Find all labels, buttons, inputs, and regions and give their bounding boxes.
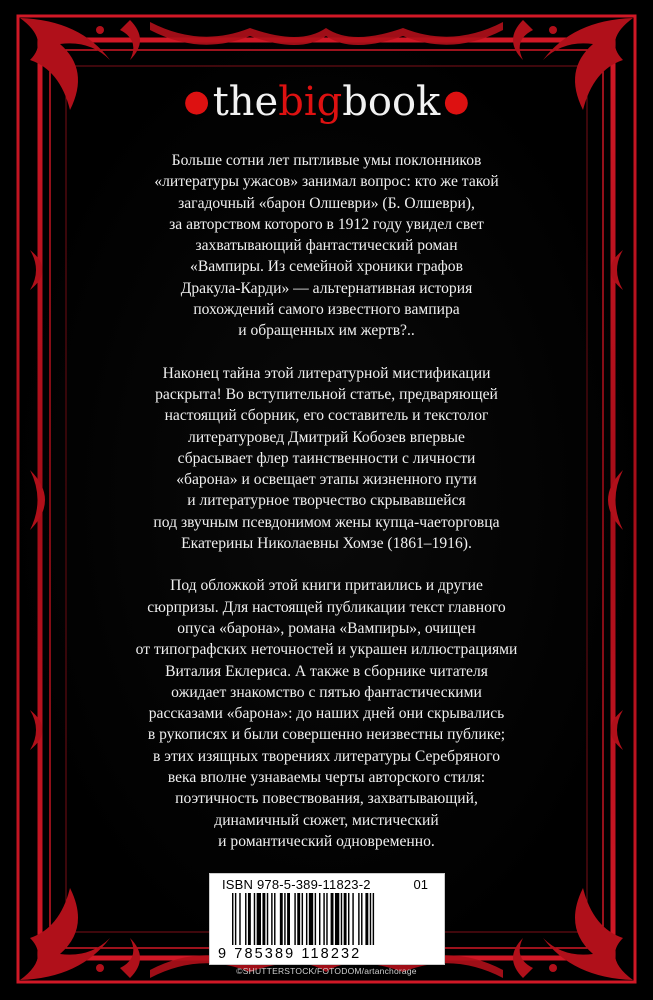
text-line: «барона» и освещает этапы жизненного пути: [176, 471, 477, 489]
barcode-bar: [257, 893, 261, 945]
barcode-bar: [365, 893, 368, 945]
text-line: литературовед Дмитрий Кобозев впервые: [188, 428, 465, 446]
barcode-bar: [232, 893, 233, 945]
barcode-bar: [267, 893, 268, 945]
publisher-logo: [0, 78, 653, 126]
text-line: за авторством которого в 1912 году увидел свет: [169, 215, 484, 233]
barcode-bar: [235, 893, 236, 945]
text-line: в рукописях и были совершенно неизвестны публике;: [147, 726, 506, 744]
text-line: от типографских неточностей и украшен иллюстрациями: [135, 641, 518, 659]
text-line: Дракула-Карди» — альтернативная история: [180, 279, 473, 297]
blurb-paragraph-1: [96, 150, 557, 342]
barcode-bar: [245, 893, 246, 945]
barcode-bar: [302, 893, 303, 945]
text-line: «Вампиры. Из семейной хроники графов: [190, 258, 463, 276]
barcode-bar: [319, 893, 320, 945]
logo-book: book: [342, 79, 441, 125]
barcode-bar: [348, 893, 349, 945]
barcode-digits: 9 785389 118232: [218, 946, 362, 962]
text-line: Под обложкой этой книги притаились и другие: [170, 577, 483, 595]
text-line: «литературы ужасов» занимал вопрос: кто же такой: [154, 173, 499, 191]
barcode-bar: [271, 893, 272, 945]
barcode-bar: [344, 893, 347, 945]
barcode-bar: [280, 893, 283, 945]
text-line: похождений самого известного вампира: [193, 301, 460, 319]
photo-credit: ©SHUTTERSTOCK/FOTODOM/artanchorage: [236, 966, 417, 976]
barcode-bar: [352, 893, 353, 945]
barcode-bar: [287, 893, 290, 945]
blurb-paragraph-3: [96, 575, 557, 852]
text-line: рассказами «барона»: до наших дней они скрывались: [148, 705, 505, 723]
barcode-bar: [326, 893, 327, 945]
text-line: и романтический одновременно.: [218, 832, 435, 850]
text-line: Екатерины Николаевны Хомзе (1861–1916).: [181, 535, 472, 553]
text-line: ожидает знакомство с пятью фантастическими: [171, 683, 482, 701]
text-line: раскрыта! Во вступительной статье, предваряющей: [155, 385, 498, 403]
barcode-bar: [306, 893, 307, 945]
logo-dot-right: ●: [443, 84, 470, 119]
barcode-bar: [248, 893, 251, 945]
text-line: динамичный сюжет, мистический: [214, 811, 439, 829]
barcode-bar: [341, 893, 342, 945]
text-line: настоящий сборник, его составитель и текстолог: [164, 407, 489, 425]
barcode-bar: [315, 893, 316, 945]
barcode-bar: [294, 893, 295, 945]
barcode-bar: [370, 893, 371, 945]
barcode-bar: [262, 893, 265, 945]
barcode-bar: [297, 893, 300, 945]
text-line: Наконец тайна этой литературной мистификации: [162, 364, 491, 382]
barcode-bar: [284, 893, 285, 945]
text-line: в этих изящных творениях литературы Серебряного: [153, 747, 500, 765]
text-line: Больше сотни лет пытливые умы поклонников: [171, 152, 482, 169]
text-line: загадочный «барон Олшеври» (Б. Олшеври),: [178, 194, 475, 212]
logo-the: the: [212, 79, 279, 125]
blurb-paragraph-2: [96, 363, 557, 555]
blurb-text: [96, 150, 557, 873]
barcode-bar: [335, 893, 339, 945]
text-line: и литературное творчество скрывавшейся: [187, 492, 466, 510]
barcode-bar: [254, 893, 255, 945]
barcode-bar: [239, 893, 240, 945]
text-line: сбрасывает флер таинственности с личности: [177, 449, 476, 467]
barcode-bar: [358, 893, 359, 945]
text-line: Виталия Еклериса. А также в сборнике читателя: [165, 662, 488, 680]
barcode-label: [209, 873, 445, 965]
barcode-bar: [331, 893, 334, 945]
text-line: под звучным псевдонимом жены купца-чаеторговца: [153, 513, 500, 531]
barcode-bar: [274, 893, 275, 945]
barcode-bar: [309, 893, 313, 945]
text-line: поэтичность повествования, захватывающий,: [175, 790, 478, 808]
barcode-bars: [232, 893, 428, 947]
text-line: сюрпризы. Для настоящей публикации текст главного: [147, 598, 506, 616]
logo-dot-left: ●: [183, 84, 210, 119]
barcode-bar: [373, 893, 374, 945]
text-line: века вполне узнаваемы черты авторского стиля:: [167, 769, 486, 787]
isbn-text: ISBN 978-5-389-11823-2: [222, 877, 371, 892]
barcode-bar: [361, 893, 362, 945]
text-line: опуса «барона», романа «Вампиры», очищен: [177, 619, 476, 637]
isbn-suffix: 01: [413, 877, 428, 892]
text-line: и обращенных им жертв?..: [238, 322, 415, 340]
text-line: захватывающий фантастический роман: [195, 237, 458, 255]
logo-big: big: [278, 79, 343, 125]
barcode-bar: [323, 893, 324, 945]
